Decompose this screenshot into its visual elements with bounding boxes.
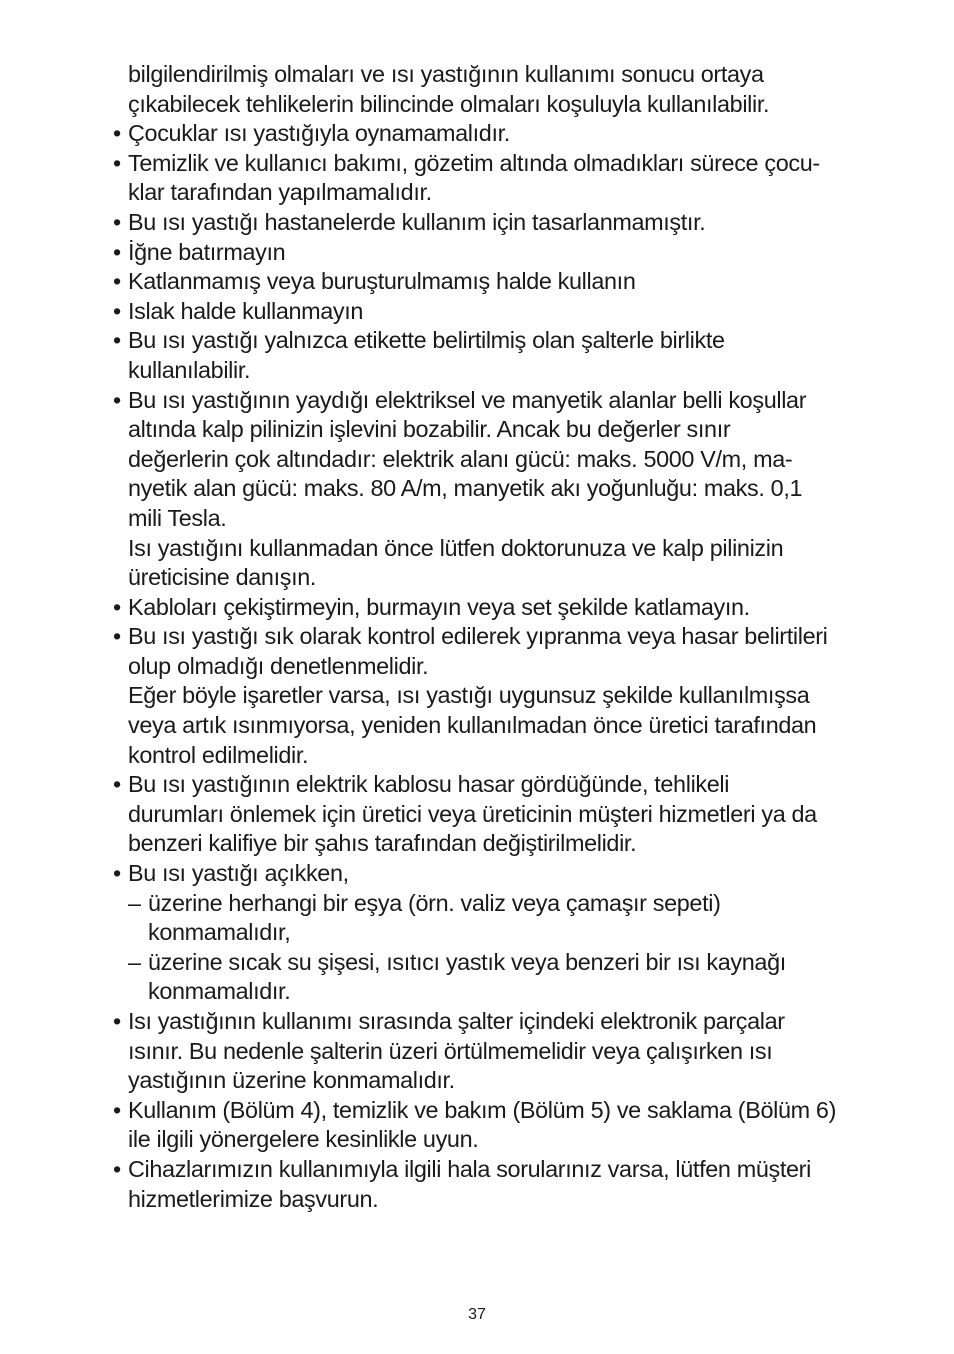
text-line: Bu ısı yastığı açıkken,: [128, 860, 349, 887]
text-line: Islak halde kullanmayın: [128, 297, 364, 324]
text-line: üzerine sıcak su şişesi, ısıtıcı yastık veya benzeri bir ısı kaynağı: [148, 948, 786, 975]
text-line: olup olmadığı denetlenmelidir.: [128, 652, 429, 679]
text-line: durumları önlemek için üretici veya üreticinin müşteri hizmetleri ya da: [128, 800, 817, 827]
text-line: Temizlik ve kullanıcı bakımı, gözetim altında olmadıkları sürece çocu-: [128, 149, 820, 176]
text-line: yastığının üzerine konmamalıdır.: [128, 1067, 455, 1094]
text-line: Kabloları çekiştirmeyin, burmayın veya set şekilde katlamayın.: [128, 593, 750, 620]
continuation-paragraph: [113, 60, 903, 119]
text-line: Bu ısı yastığı hastanelerde kullanım için tasarlanmamıştır.: [128, 208, 706, 235]
text-line: üzerine herhangi bir eşya (örn. valiz veya çamaşır sepeti): [148, 889, 721, 916]
list-item: [113, 238, 903, 268]
bullet-marker: •: [113, 327, 121, 354]
page-number: 37: [468, 1306, 486, 1323]
text-line: konmamalıdır,: [148, 919, 291, 946]
text-line: Katlanmamış veya buruşturulmamış halde kullanın: [128, 268, 636, 295]
bullet-marker: •: [113, 208, 121, 235]
dash-marker: –: [128, 948, 141, 975]
text-line: ile ilgili yönergelere kesinlikle uyun.: [128, 1126, 479, 1153]
text-line: mili Tesla.: [128, 504, 227, 531]
list-item: [113, 267, 903, 297]
text-line: Çocuklar ısı yastığıyla oynamamalıdır.: [128, 120, 510, 147]
bullet-marker: •: [113, 238, 121, 265]
note-paragraph: [113, 681, 903, 770]
text-line: klar tarafından yapılmamalıdır.: [128, 179, 432, 206]
text-line: Isı yastığının kullanımı sırasında şalter içindeki elektronik parçalar: [128, 1008, 785, 1034]
dash-marker: –: [128, 889, 141, 916]
list-item: [113, 622, 903, 681]
bullet-marker: •: [113, 1096, 121, 1123]
text-line: konmamalıdır.: [148, 978, 291, 1005]
text-line: nyetik alan gücü: maks. 80 A/m, manyetik akı yoğunluğu: maks. 0,1: [128, 475, 803, 502]
text-line: Eğer böyle işaretler varsa, ısı yastığı uygunsuz şekilde kullanılmışsa: [128, 682, 810, 709]
text-line: hizmetlerimize başvurun.: [128, 1185, 379, 1212]
text-line: kullanılabilir.: [128, 356, 251, 383]
bullet-marker: •: [113, 120, 121, 147]
note-paragraph: [113, 534, 903, 593]
text-line: Kullanım (Bölüm 4), temizlik ve bakım (Bölüm 5) ve saklama (Bölüm 6): [128, 1096, 837, 1123]
bullet-marker: •: [113, 593, 121, 620]
text-line: çıkabilecek tehlikelerin bilincinde olmaları koşuluyla kullanılabilir.: [128, 90, 770, 117]
list-item: [113, 1155, 903, 1214]
bullet-marker: •: [113, 860, 121, 887]
bullet-marker: •: [113, 297, 121, 324]
text-line: Bu ısı yastığı sık olarak kontrol edilerek yıpranma veya hasar belirtileri: [128, 623, 828, 650]
text-line: Isı yastığını kullanmadan önce lütfen doktorunuza ve kalp pilinizin: [128, 534, 784, 561]
text-line: benzeri kalifiye bir şahıs tarafından değiştirilmelidir.: [128, 830, 637, 857]
list-item: [113, 1096, 903, 1155]
list-item: [113, 297, 903, 327]
list-item: [113, 326, 903, 385]
bullet-marker: •: [113, 771, 121, 798]
sub-list-item: [113, 889, 903, 948]
bullet-marker: •: [113, 1008, 121, 1034]
list-item: [113, 770, 903, 859]
text-line: kontrol edilmelidir.: [128, 741, 309, 768]
text-line: Bu ısı yastığının yaydığı elektriksel ve manyetik alanlar belli koşullar: [128, 386, 807, 413]
list-item: [113, 119, 903, 149]
text-line: Bu ısı yastığının elektrik kablosu hasar gördüğünde, tehlikeli: [128, 771, 730, 798]
warning-list: [113, 119, 903, 1214]
text-line: bilgilendirilmiş olmaları ve ısı yastığının kullanımı sonucu ortaya: [128, 61, 764, 87]
list-item: [113, 208, 903, 238]
document-body: [113, 60, 903, 1214]
list-item: [113, 386, 903, 534]
bullet-marker: •: [113, 386, 121, 413]
text-line: veya artık ısınmıyorsa, yeniden kullanılmadan önce üretici tarafından: [128, 712, 817, 739]
bullet-marker: •: [113, 268, 121, 295]
bullet-marker: •: [113, 149, 121, 176]
text-line: İğne batırmayın: [128, 238, 286, 265]
list-item: [113, 593, 903, 623]
text-line: altında kalp pilinizin işlevini bozabilir. Ancak bu değerler sınır: [128, 416, 731, 443]
text-line: Bu ısı yastığı yalnızca etikette belirtilmiş olan şalterle birlikte: [128, 327, 725, 354]
bullet-marker: •: [113, 1155, 121, 1182]
list-item: [113, 859, 903, 889]
sub-list-item: [113, 948, 903, 1007]
list-item: [113, 1007, 903, 1096]
list-item: [113, 149, 903, 208]
bullet-marker: •: [113, 623, 121, 650]
text-line: ısınır. Bu nedenle şalterin üzeri örtülmemelidir veya çalışırken ısı: [128, 1037, 773, 1064]
text-line: Cihazlarımızın kullanımıyla ilgili hala sorularınız varsa, lütfen müşteri: [128, 1155, 811, 1182]
text-line: üreticisine danışın.: [128, 564, 317, 591]
text-line: değerlerin çok altındadır: elektrik alanı gücü: maks. 5000 V/m, ma-: [128, 445, 793, 472]
